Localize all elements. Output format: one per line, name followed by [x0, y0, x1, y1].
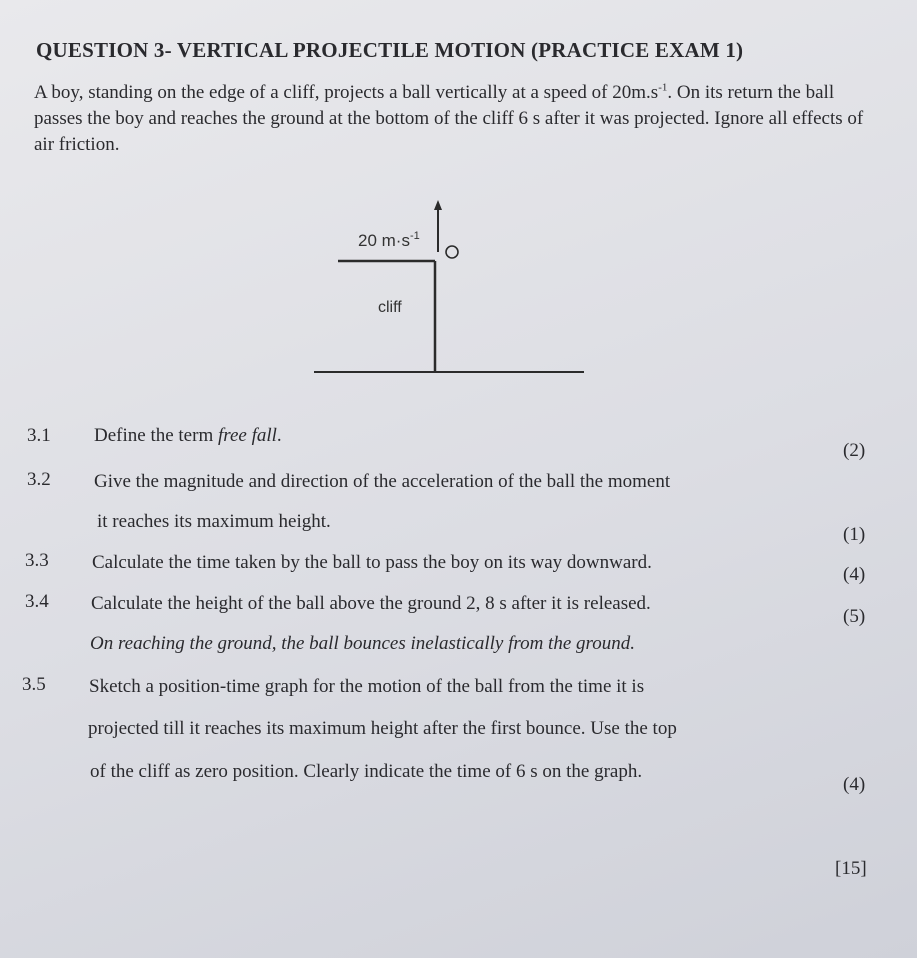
- question-text: Sketch a position-time graph for the motion of the ball from the time it is: [89, 676, 645, 697]
- question-text: of the cliff as zero position. Clearly indicate the time of 6 s on the graph.: [90, 761, 643, 782]
- marks: (2): [843, 440, 866, 461]
- question-text: Calculate the time taken by the ball to pass the boy on its way downward.: [92, 552, 652, 573]
- bounce-note: On reaching the ground, the ball bounces inelastically from the ground.: [90, 633, 635, 654]
- question-text: Give the magnitude and direction of the acceleration of the ball the moment: [94, 471, 671, 492]
- speed-label: 20 $m\cdot s^{-1}$: [358, 230, 420, 250]
- question-text: Define the term free fall.: [94, 425, 282, 446]
- question-number: 3.2: [27, 469, 51, 490]
- marks: (1): [843, 524, 866, 545]
- question-title: QUESTION 3- VERTICAL PROJECTILE MOTION (PRACTICE EXAM 1): [36, 38, 744, 62]
- question-text: it reaches its maximum height.: [97, 511, 331, 532]
- cliff-label: cliff: [378, 299, 402, 316]
- marks: (4): [843, 774, 866, 795]
- question-intro: A boy, standing on the edge of a cliff, projects a ball vertically at a speed of $20m.s^{-1}$. On its return the ball passes the boy and reaches the ground at the bottom of the cliff 6 s after it was projected. Ignore all effects of air friction.: [34, 81, 864, 155]
- marks: (4): [843, 564, 866, 585]
- marks: (5): [843, 606, 866, 627]
- ball-icon: [446, 246, 458, 258]
- question-text: Calculate the height of the ball above the ground 2, 8 s after it is released.: [91, 593, 651, 614]
- question-number: 3.4: [25, 591, 49, 612]
- question-text: projected till it reaches its maximum height after the first bounce. Use the top: [88, 718, 677, 739]
- total-marks: [15]: [835, 858, 867, 879]
- question-number: 3.5: [22, 674, 46, 695]
- cliff-diagram: [300, 190, 600, 385]
- arrow-head-icon: [434, 200, 442, 210]
- question-number: 3.3: [25, 550, 49, 571]
- question-number: 3.1: [27, 425, 51, 446]
